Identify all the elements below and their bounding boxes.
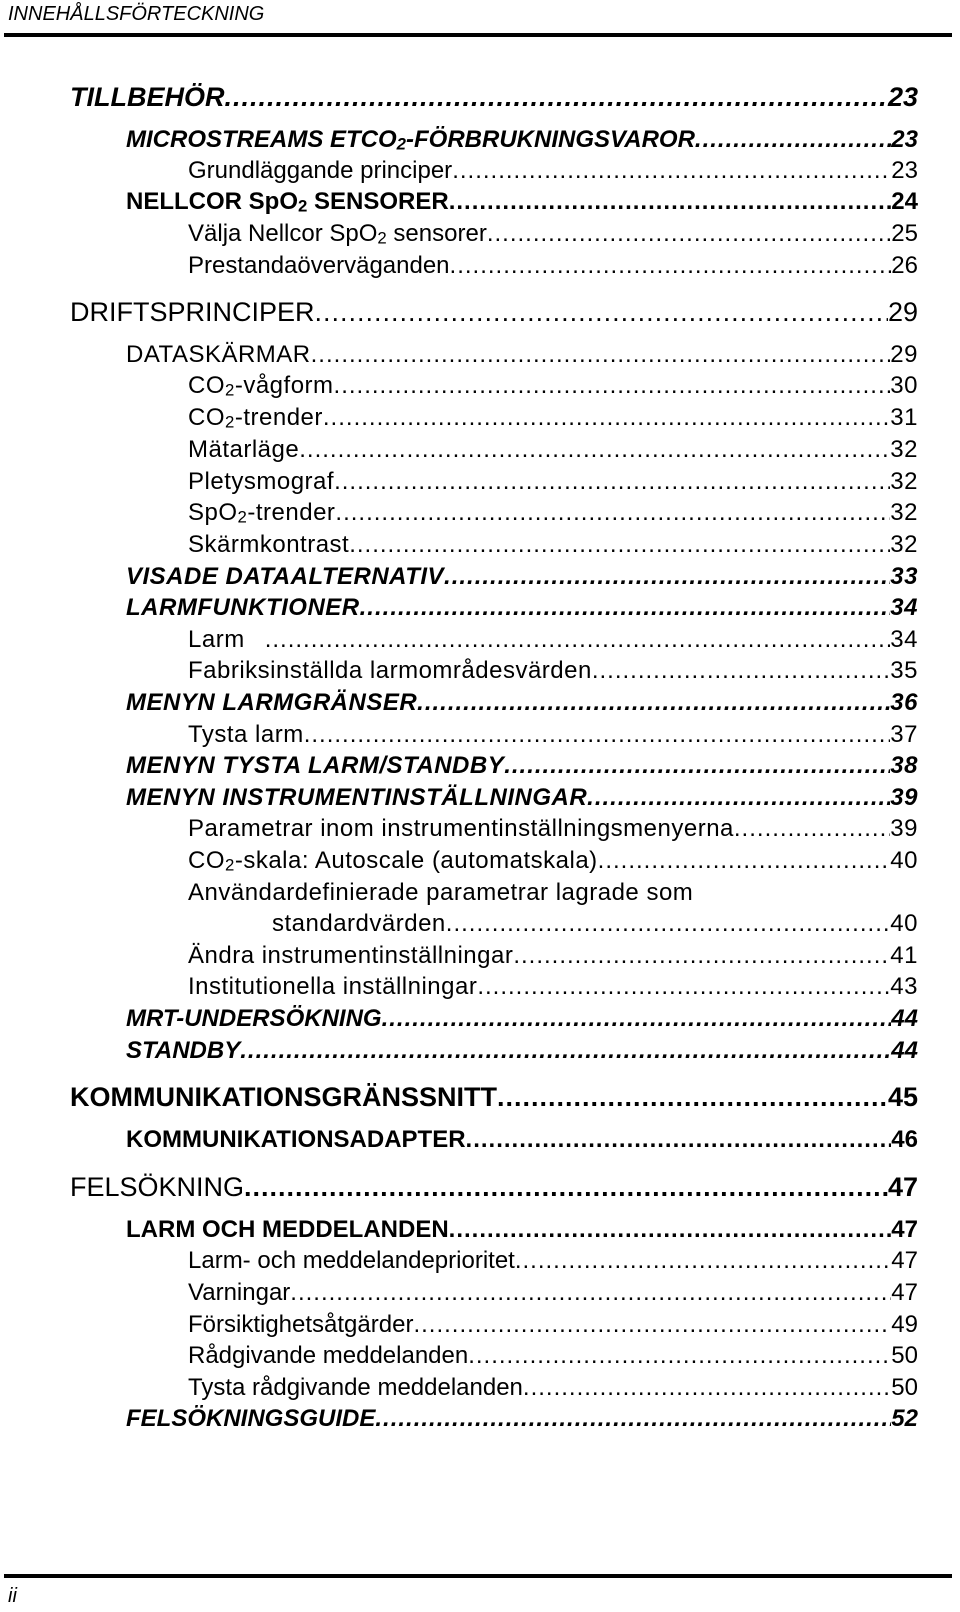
toc-entry-page: 43	[890, 973, 918, 1000]
toc-entry-title: STANDBY	[126, 1037, 241, 1064]
dot-leader	[515, 1247, 891, 1275]
toc-entry-larmfunktioner[interactable]	[126, 594, 918, 622]
dot-leader	[734, 815, 890, 843]
toc-entry-title: KOMMUNIKATIONSADAPTER	[126, 1126, 466, 1153]
dot-leader	[504, 752, 890, 780]
toc-entry-title: Välja Nellcor SpO$_2$ sensorer	[188, 220, 487, 248]
toc-entry-parametrar-inom[interactable]	[188, 815, 918, 843]
toc-entry-page: 23	[887, 82, 918, 112]
toc-entry-title: DATASKÄRMAR	[126, 341, 311, 368]
toc-entry-standby[interactable]	[126, 1037, 918, 1065]
toc-entry-page: 24	[891, 188, 918, 215]
dot-leader	[360, 594, 891, 622]
dot-leader	[334, 372, 891, 400]
toc-entry-title: Parametrar inom instrumentinställningsmenyerna	[188, 815, 734, 842]
toc-entry-title: MRT-UNDERSÖKNING	[126, 1005, 382, 1032]
toc-entry-page: 46	[891, 1126, 918, 1153]
toc-entry-title: $CO_2$-skala: Autoscale (automatskala)	[188, 847, 598, 875]
dot-leader	[452, 157, 891, 185]
toc-entry-varningar[interactable]	[188, 1279, 918, 1307]
toc-entry-title: FELSÖKNINGSGUIDE	[126, 1405, 376, 1432]
toc-entry-page: 40	[890, 847, 918, 874]
toc-entry-page: 36	[890, 689, 918, 716]
toc-entry-pletysmograf[interactable]	[188, 468, 918, 496]
toc-entry-tysta-larm[interactable]	[188, 721, 918, 749]
dot-leader	[466, 1126, 892, 1154]
toc-entry-co2-trender[interactable]	[188, 404, 918, 432]
dot-leader	[446, 910, 891, 938]
toc-entry-page: 44	[891, 1005, 918, 1032]
toc-entry-fabriksinstallda[interactable]	[188, 657, 918, 685]
dot-leader	[244, 1172, 888, 1203]
dot-leader	[334, 468, 890, 496]
page-number: ii	[8, 1585, 17, 1607]
toc-entry-title: Prestandaöverväganden	[188, 252, 450, 279]
toc-entry-title: LARM OCH MEDDELANDEN	[126, 1216, 449, 1243]
toc-entry-tysta-radgivande[interactable]	[188, 1374, 918, 1402]
toc-entry-page: 34	[890, 594, 918, 621]
dot-leader	[311, 341, 891, 369]
toc-entry-title: FELSÖKNING	[70, 1172, 245, 1202]
toc-entry-page: 47	[891, 1216, 918, 1243]
toc-entry-page: 30	[890, 372, 918, 399]
toc-entry-page: 52	[891, 1405, 918, 1432]
toc-entry-title: Fabriksinställda larmområdesvärden	[188, 657, 592, 684]
toc-entry-title: Tysta larm	[188, 721, 304, 748]
toc-entry-page: 33	[890, 563, 918, 590]
toc-entry-title: MICROSTREAMS $ETCO_2$-FÖRBRUKNINGSVAROR	[126, 126, 695, 154]
toc-entry-page: 47	[891, 1247, 918, 1274]
toc-entry-felsokning[interactable]	[70, 1172, 918, 1203]
toc-entry-title: MENYN TYSTA LARM/STANDBY	[126, 752, 505, 779]
toc-entry-title: Skärmkontrast	[188, 531, 350, 558]
toc-entry-menyn-larmgranser[interactable]	[126, 689, 918, 717]
toc-entry-driftsprinciper[interactable]	[70, 297, 918, 328]
toc-entry-page: 26	[891, 252, 918, 279]
toc-entry-larm-prioritet[interactable]	[188, 1247, 918, 1275]
toc-entry-title: DRIFTSPRINCIPER	[70, 297, 315, 327]
dot-leader	[450, 252, 892, 280]
toc-entry-prestanda[interactable]	[188, 252, 918, 280]
footer-rule	[4, 1574, 952, 1578]
toc-entry-title: $CO_2$-trender	[188, 404, 323, 432]
dot-leader	[449, 188, 892, 216]
toc-entry-title: Grundläggande principer	[188, 157, 453, 184]
toc-entry-page: 39	[890, 784, 918, 811]
dot-leader	[265, 626, 891, 654]
dot-leader	[513, 942, 890, 970]
toc-entry-felsokningsguide[interactable]	[126, 1405, 918, 1433]
toc-entry-nellcor-sensorer[interactable]	[126, 188, 918, 216]
toc-entry-page: 32	[890, 436, 918, 463]
toc-entry-page: 29	[887, 297, 918, 327]
dot-leader	[417, 689, 890, 717]
toc-entry-larm[interactable]	[188, 626, 918, 654]
toc-entry-page: 45	[887, 1082, 918, 1112]
dot-leader	[290, 1279, 891, 1307]
toc-entry-title: MENYN INSTRUMENTINSTÄLLNINGAR	[126, 784, 588, 811]
toc-entry-title: Rådgivande meddelanden	[188, 1342, 469, 1369]
toc-entry-institutionella[interactable]	[188, 973, 918, 1001]
toc-entry-radgivande-meddelanden[interactable]	[188, 1342, 918, 1370]
dot-leader	[335, 499, 890, 527]
toc-entry-valja-nellcor[interactable]	[188, 220, 918, 248]
toc-entry-title: NELLCOR SpO$_2$ SENSORER	[126, 188, 449, 216]
dot-leader	[587, 784, 890, 812]
toc-entry-title: Varningar	[188, 1279, 291, 1306]
toc-entry-title: Institutionella inställningar	[188, 973, 478, 1000]
toc-entry-title: Försiktighetsåtgärder	[188, 1311, 414, 1338]
toc-entry-page: 32	[890, 468, 918, 495]
toc-entry-page: 41	[890, 942, 918, 969]
toc-entry-page: 44	[891, 1037, 918, 1064]
dot-leader	[349, 531, 890, 559]
dot-leader	[225, 82, 888, 113]
dot-leader	[382, 1005, 892, 1033]
dot-leader	[497, 1082, 888, 1113]
toc-entry-title: Larm- och meddelandeprioritet	[188, 1247, 515, 1274]
toc-entry-page: 39	[890, 815, 918, 842]
dot-leader	[240, 1037, 891, 1065]
dot-leader	[315, 297, 888, 328]
dot-leader	[592, 657, 890, 685]
dot-leader	[523, 1374, 891, 1402]
dot-leader	[444, 563, 890, 591]
toc-entry-page: 31	[890, 404, 918, 431]
toc-entry-page: 49	[891, 1311, 918, 1338]
toc-entry-page: 32	[890, 499, 918, 526]
dot-leader	[299, 436, 890, 464]
dot-leader	[304, 721, 891, 749]
dot-leader	[477, 973, 890, 1001]
toc-entry-title: LARMFUNKTIONER	[126, 594, 360, 621]
dot-leader	[598, 847, 891, 875]
dot-leader	[375, 1405, 891, 1433]
toc-entry-page: 50	[891, 1374, 918, 1401]
toc-entry-kommunikationsgranssnitt[interactable]	[70, 1082, 918, 1113]
toc-entry-anvandardefinierade-cont[interactable]	[272, 910, 918, 938]
toc-entry-title: standardvärden	[272, 910, 446, 937]
toc-entry-menyn-instrumentinstallningar[interactable]	[126, 784, 918, 812]
toc-entry-title: SpO$_2$-trender	[188, 499, 336, 527]
toc-entry-title: Mätarläge	[188, 436, 300, 463]
running-header: INNEHÅLLSFÖRTECKNING	[8, 3, 265, 25]
toc-entry-title: MENYN LARMGRÄNSER	[126, 689, 418, 716]
toc-entry-page: 47	[891, 1279, 918, 1306]
toc-entry-page: 23	[891, 157, 918, 184]
toc-entry-larm-och-meddelanden[interactable]	[126, 1216, 918, 1244]
dot-leader	[487, 220, 891, 248]
toc-entry-title: KOMMUNIKATIONSGRÄNSSNITT	[70, 1082, 497, 1112]
toc-entry-co2-skala[interactable]	[188, 847, 918, 875]
toc-entry-page: 25	[891, 220, 918, 247]
toc-entry-visade-dataalternativ[interactable]	[126, 563, 918, 591]
toc-entry-spo2-trender[interactable]	[188, 499, 918, 527]
toc-entry-title: $CO_2$-vågform	[188, 372, 334, 400]
dot-leader	[695, 126, 891, 154]
toc-entry-kommunikationsadapter[interactable]	[126, 1126, 918, 1154]
toc-entry-page: 47	[887, 1172, 918, 1202]
toc-entry-page: 29	[890, 341, 918, 368]
toc-entry-page: 32	[890, 531, 918, 558]
toc-entry-page: 23	[891, 126, 918, 153]
dot-leader	[468, 1342, 891, 1370]
toc-entry-title: Ändra instrumentinställningar	[188, 942, 514, 969]
toc-entry-co2-vagform[interactable]	[188, 372, 918, 400]
toc-entry-title: TILLBEHÖR	[70, 82, 225, 112]
toc-entry-page: 35	[890, 657, 918, 684]
toc-entry-skarmkontrast[interactable]	[188, 531, 918, 559]
dot-leader	[413, 1311, 891, 1339]
toc-entry-title: Tysta rådgivande meddelanden	[188, 1374, 523, 1401]
toc-entry-matarlage[interactable]	[188, 436, 918, 464]
toc-entry-grundlaggande-principer[interactable]	[188, 157, 918, 185]
toc-entry-menyn-tysta-larm[interactable]	[126, 752, 918, 780]
toc-entry-page: 37	[890, 721, 918, 748]
toc-entry-page: 40	[890, 910, 918, 937]
toc-entry-andra-instrumentinstallningar[interactable]	[188, 942, 918, 970]
toc-entry-microstreams[interactable]	[126, 126, 918, 154]
toc-entry-title: Pletysmograf	[188, 468, 335, 495]
toc-entry-page: 38	[890, 752, 918, 779]
dot-leader	[449, 1216, 892, 1244]
dot-leader	[323, 404, 890, 432]
toc-entry-page: 34	[890, 626, 918, 653]
toc-entry-mrt-undersokning[interactable]	[126, 1005, 918, 1033]
toc-entry-tillbehor[interactable]	[70, 82, 918, 113]
toc-entry-dataskarmar[interactable]	[126, 341, 918, 369]
toc-entry-title: Larm	[188, 626, 245, 653]
toc-entry-forsiktighetsatgarder[interactable]	[188, 1311, 918, 1339]
toc-entry-anvandardefinierade[interactable]: Användardefinierade parametrar lagrade som	[188, 879, 694, 906]
toc-entry-page: 50	[891, 1342, 918, 1369]
toc-entry-title: VISADE DATAALTERNATIV	[126, 563, 445, 590]
